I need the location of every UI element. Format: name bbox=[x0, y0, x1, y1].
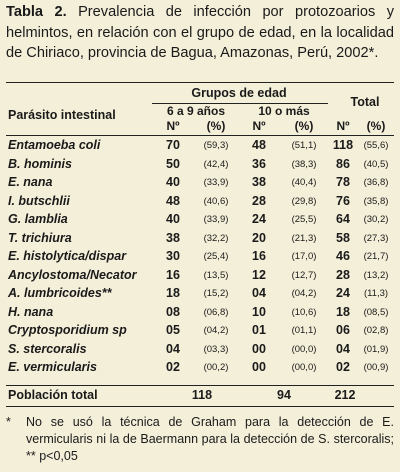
header-g2-n: Nº bbox=[252, 119, 266, 133]
cell-g1p: (33,9) bbox=[203, 177, 229, 188]
cell-g1n: 30 bbox=[166, 249, 180, 263]
cell-g1n: 40 bbox=[166, 175, 180, 189]
caption-label: Tabla 2. bbox=[6, 4, 67, 20]
cell-g2p: (51,1) bbox=[291, 140, 317, 151]
parasite-name: Cryptosporidium sp bbox=[8, 323, 127, 337]
cell-tp: (13,2) bbox=[363, 269, 389, 281]
parasite-name: S. stercoralis bbox=[8, 341, 87, 356]
parasite-name: I. butschlii bbox=[8, 193, 70, 208]
header-parasite: Parásito intestinal bbox=[8, 108, 116, 122]
cell-tn: 78 bbox=[336, 175, 350, 189]
cell-g1p: (59,3) bbox=[203, 140, 229, 151]
header-group2: 10 o más bbox=[258, 104, 310, 118]
header-bottom-rule bbox=[6, 135, 394, 136]
cell-tp: (11,3) bbox=[363, 288, 389, 299]
cell-g1n: 04 bbox=[166, 341, 180, 356]
parasite-name: B. hominis bbox=[8, 156, 72, 171]
header-t-n: Nº bbox=[336, 119, 350, 133]
cell-tp: (01,9) bbox=[363, 343, 389, 355]
cell-tp: (55,6) bbox=[363, 140, 389, 151]
cell-g2p: (01,1) bbox=[291, 325, 317, 336]
header-g2-pct: (%) bbox=[294, 119, 314, 133]
cell-g2p: (04,2) bbox=[291, 288, 317, 299]
cell-tn: 86 bbox=[336, 156, 350, 171]
table-row bbox=[6, 305, 394, 322]
cell-g2p: (17,0) bbox=[291, 251, 317, 262]
cell-tn: 18 bbox=[336, 304, 350, 319]
cell-tp: (40,5) bbox=[363, 158, 389, 170]
caption-text: Prevalencia de infección por protozoarios y helmintos, en relación con el grupo de edad, en la localidad de Chiriaco, provincia de Bagua, Amazonas, Perú, 2002*. bbox=[6, 4, 394, 61]
cell-g2p: (21,3) bbox=[291, 232, 317, 244]
cell-g2n: 38 bbox=[252, 175, 266, 189]
cell-tp: (36,8) bbox=[363, 177, 389, 188]
total-g2-n: 94 bbox=[277, 388, 291, 402]
cell-g2p: (00,0) bbox=[291, 362, 317, 373]
table-row bbox=[6, 194, 394, 211]
table-row bbox=[6, 249, 394, 266]
cell-tn: 118 bbox=[332, 138, 354, 152]
cell-tp: (00,9) bbox=[363, 362, 389, 373]
cell-g2n: 24 bbox=[252, 212, 266, 226]
total-t-n: 212 bbox=[334, 388, 356, 402]
cell-g2p: (25,5) bbox=[291, 214, 317, 225]
cell-g1n: 40 bbox=[166, 212, 180, 226]
header-t-pct: (%) bbox=[366, 119, 386, 133]
cell-g2n: 00 bbox=[252, 360, 266, 374]
parasite-name: Ancylostoma/Necator bbox=[8, 267, 137, 282]
cell-g1p: (42,4) bbox=[203, 158, 229, 170]
table-row bbox=[6, 138, 394, 155]
cell-g2n: 20 bbox=[252, 230, 266, 245]
footnote-text: No se usó la técnica de Graham para la detección de E. vermicularis ni la de Baermann para la detección de S. stercoralis; ** p<0,05 bbox=[26, 415, 394, 463]
cell-tp: (21,7) bbox=[363, 251, 389, 262]
cell-g1p: (06,8) bbox=[203, 306, 229, 318]
cell-tn: 24 bbox=[336, 286, 350, 300]
parasite-name: A. lumbricoides** bbox=[8, 286, 112, 300]
cell-g2p: (40,4) bbox=[291, 177, 317, 188]
cell-tn: 46 bbox=[336, 249, 350, 263]
table-row bbox=[6, 231, 394, 248]
body-bottom-rule bbox=[6, 385, 394, 386]
table-row bbox=[6, 212, 394, 229]
cell-g1p: (15,2) bbox=[203, 288, 229, 299]
cell-g2p: (38,3) bbox=[291, 158, 317, 170]
cell-tn: 64 bbox=[336, 212, 350, 226]
parasite-name: G. lamblia bbox=[8, 212, 68, 226]
cell-tn: 06 bbox=[336, 323, 350, 337]
cell-g1p: (40,6) bbox=[203, 195, 229, 207]
cell-g1n: 08 bbox=[166, 304, 180, 319]
cell-g1p: (04,2) bbox=[203, 325, 229, 336]
parasite-name: E. histolytica/dispar bbox=[8, 249, 127, 263]
total-g1-n: 118 bbox=[191, 388, 213, 402]
cell-g1n: 05 bbox=[166, 323, 180, 337]
parasite-name: Entamoeba coli bbox=[8, 138, 101, 152]
cell-g1n: 70 bbox=[166, 138, 180, 152]
table-bottom-rule bbox=[6, 406, 394, 407]
table-caption bbox=[6, 2, 394, 64]
cell-tp: (02,8) bbox=[363, 325, 389, 336]
table-row bbox=[6, 175, 394, 192]
cell-g1n: 16 bbox=[166, 267, 180, 282]
cell-g1n: 18 bbox=[166, 286, 180, 300]
cell-tn: 58 bbox=[336, 230, 350, 245]
table-row bbox=[6, 323, 394, 340]
cell-g1n: 50 bbox=[166, 156, 180, 171]
cell-tp: (08,5) bbox=[363, 306, 389, 318]
header-g1-pct: (%) bbox=[206, 119, 226, 133]
cell-g2n: 28 bbox=[252, 193, 266, 208]
cell-g2n: 10 bbox=[252, 304, 266, 319]
cell-g2p: (12,7) bbox=[291, 269, 317, 281]
cell-g1n: 02 bbox=[166, 360, 180, 374]
cell-g1n: 48 bbox=[166, 193, 180, 208]
cell-g2n: 04 bbox=[252, 286, 266, 300]
cell-g2p: (00,0) bbox=[291, 343, 317, 355]
cell-g1p: (25,4) bbox=[203, 251, 229, 262]
parasite-name: E. nana bbox=[8, 175, 53, 189]
cell-g1p: (13,5) bbox=[203, 269, 229, 281]
total-label: Población total bbox=[8, 388, 98, 402]
table-row bbox=[6, 268, 394, 285]
total-row bbox=[6, 388, 394, 405]
cell-g2n: 48 bbox=[252, 138, 266, 152]
cell-g1n: 38 bbox=[166, 230, 180, 245]
cell-g1p: (00,2) bbox=[203, 362, 229, 373]
parasite-name: T. trichiura bbox=[8, 230, 72, 245]
table-row bbox=[6, 157, 394, 174]
header-total: Total bbox=[350, 95, 380, 109]
cell-tn: 04 bbox=[336, 341, 350, 356]
cell-g2p: (29,8) bbox=[291, 195, 317, 207]
cell-tn: 28 bbox=[336, 267, 350, 282]
cell-g2n: 12 bbox=[252, 267, 266, 282]
header-g1-n: Nº bbox=[166, 119, 180, 133]
table-row bbox=[6, 342, 394, 359]
cell-tn: 76 bbox=[336, 193, 350, 208]
cell-g1p: (03,3) bbox=[203, 343, 229, 355]
cell-tn: 02 bbox=[336, 360, 350, 374]
header-group1: 6 a 9 años bbox=[166, 104, 226, 118]
footnote-mark: * bbox=[6, 415, 11, 429]
cell-tp: (30,2) bbox=[363, 214, 389, 225]
cell-tp: (35,8) bbox=[363, 195, 389, 207]
parasite-name: H. nana bbox=[8, 304, 54, 319]
table-row bbox=[6, 286, 394, 303]
cell-g2n: 00 bbox=[252, 341, 266, 356]
cell-g2n: 16 bbox=[252, 249, 266, 263]
table-top-rule bbox=[6, 82, 394, 83]
header-age-groups: Grupos de edad bbox=[191, 86, 287, 100]
cell-g2n: 01 bbox=[252, 323, 266, 337]
cell-g2p: (10,6) bbox=[291, 306, 317, 318]
parasite-name: E. vermicularis bbox=[8, 360, 97, 374]
table-row bbox=[6, 360, 394, 377]
cell-g1p: (32,2) bbox=[203, 232, 229, 244]
cell-g1p: (33,9) bbox=[203, 214, 229, 225]
cell-g2n: 36 bbox=[252, 156, 266, 171]
cell-tp: (27,3) bbox=[363, 232, 389, 244]
